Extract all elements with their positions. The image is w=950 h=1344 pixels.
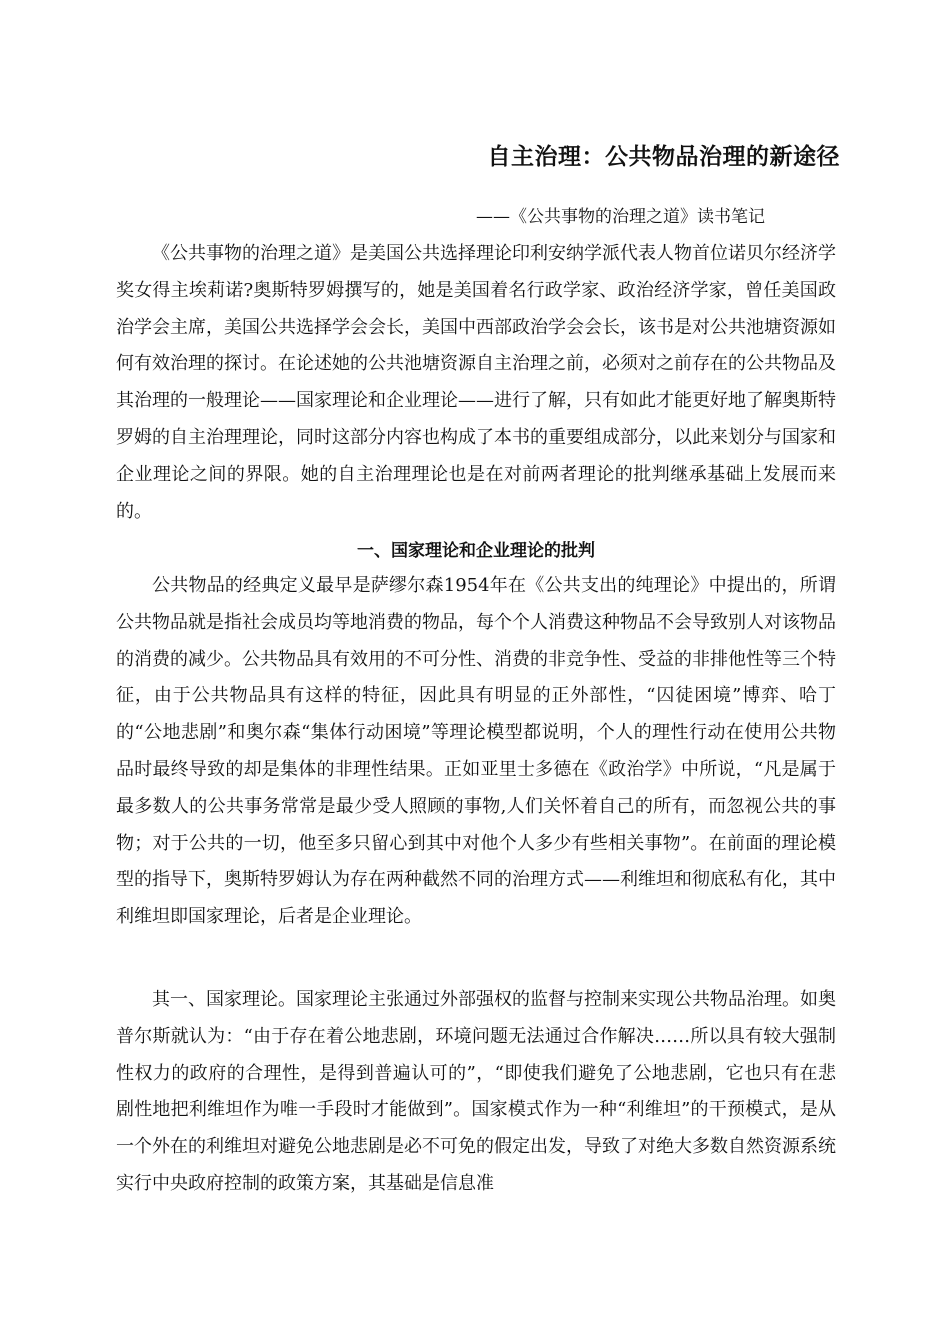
intro-paragraph: 《公共事物的治理之道》是美国公共选择理论印利安纳学派代表人物首位诺贝尔经济学奖女得主埃莉诺?奥斯特罗姆撰写的，她是美国着名行政学家、政治经济学家，曾任美国政治学会主席，美国公共选择学会会长，美国中西部政治学会会长，该书是对公共池塘资源如何有效治理的探讨。在论述她的公共池塘资源自主治理之前，必须对之前存在的公共物品及其治理的一般理论——国家理论和企业理论——进行了解，只有如此才能更好地了解奥斯特罗姆的自主治理理论，同时这部分内容也构成了本书的重要组成部分，以此来划分与国家和企业理论之间的界限。她的自主治理理论也是在对前两者理论的批判继承基础上发展而来的。 [116, 243, 836, 522]
section-heading: 一、国家理论和企业理论的批判 [357, 541, 595, 561]
body-paragraph-public-goods: 公共物品的经典定义最早是萨缪尔森1954年在《公共支出的纯理论》中提出的，所谓公共物品就是指社会成员均等地消费的物品，每个个人消费这种物品不会导致别人对该物品的消费的减少。公共物品具有效用的不可分性、消费的非竞争性、受益的非排他性等三个特征，由于公共物品具有这样的特征，因此具有明显的正外部性，“囚徒困境”博弈、哈丁的“公地悲剧”和奥尔森“集体行动困境”等理论模型都说明，个人的理性行动在使用公共物品时最终导致的却是集体的非理性结果。正如亚里士多德在《政治学》中所说，“凡是属于最多数人的公共事务常常是最少受人照顾的事物,人们关怀着自己的所有，而忽视公共的事物；对于公共的一切，他至多只留心到其中对他个人多少有些相关事物”。在前面的理论模型的指导下，奥斯特罗姆认为存在两种截然不同的治理方式——利维坦和彻底私有化，其中利维坦即国家理论，后者是企业理论。 [116, 575, 836, 928]
document-subtitle: ——《公共事物的治理之道》读书笔记 [476, 207, 765, 227]
body-paragraph-state-theory: 其一、国家理论。国家理论主张通过外部强权的监督与控制来实现公共物品治理。如奥普尔斯就认为：“由于存在着公地悲剧，环境问题无法通过合作解决……所以具有较大强制性权力的政府的合理性，是得到普遍认可的”，“即使我们避免了公地悲剧，它也只有在悲剧性地把利维坦作为唯一手段时才能做到”。国家模式作为一种“利维坦”的干预模式，是从一个外在的利维坦对避免公地悲剧是必不可免的假定出发，导致了对绝大多数自然资源系统实行中央政府控制的政策方案，其基础是信息准 [116, 989, 836, 1194]
document-title: 自主治理：公共物品治理的新途径 [487, 144, 840, 170]
